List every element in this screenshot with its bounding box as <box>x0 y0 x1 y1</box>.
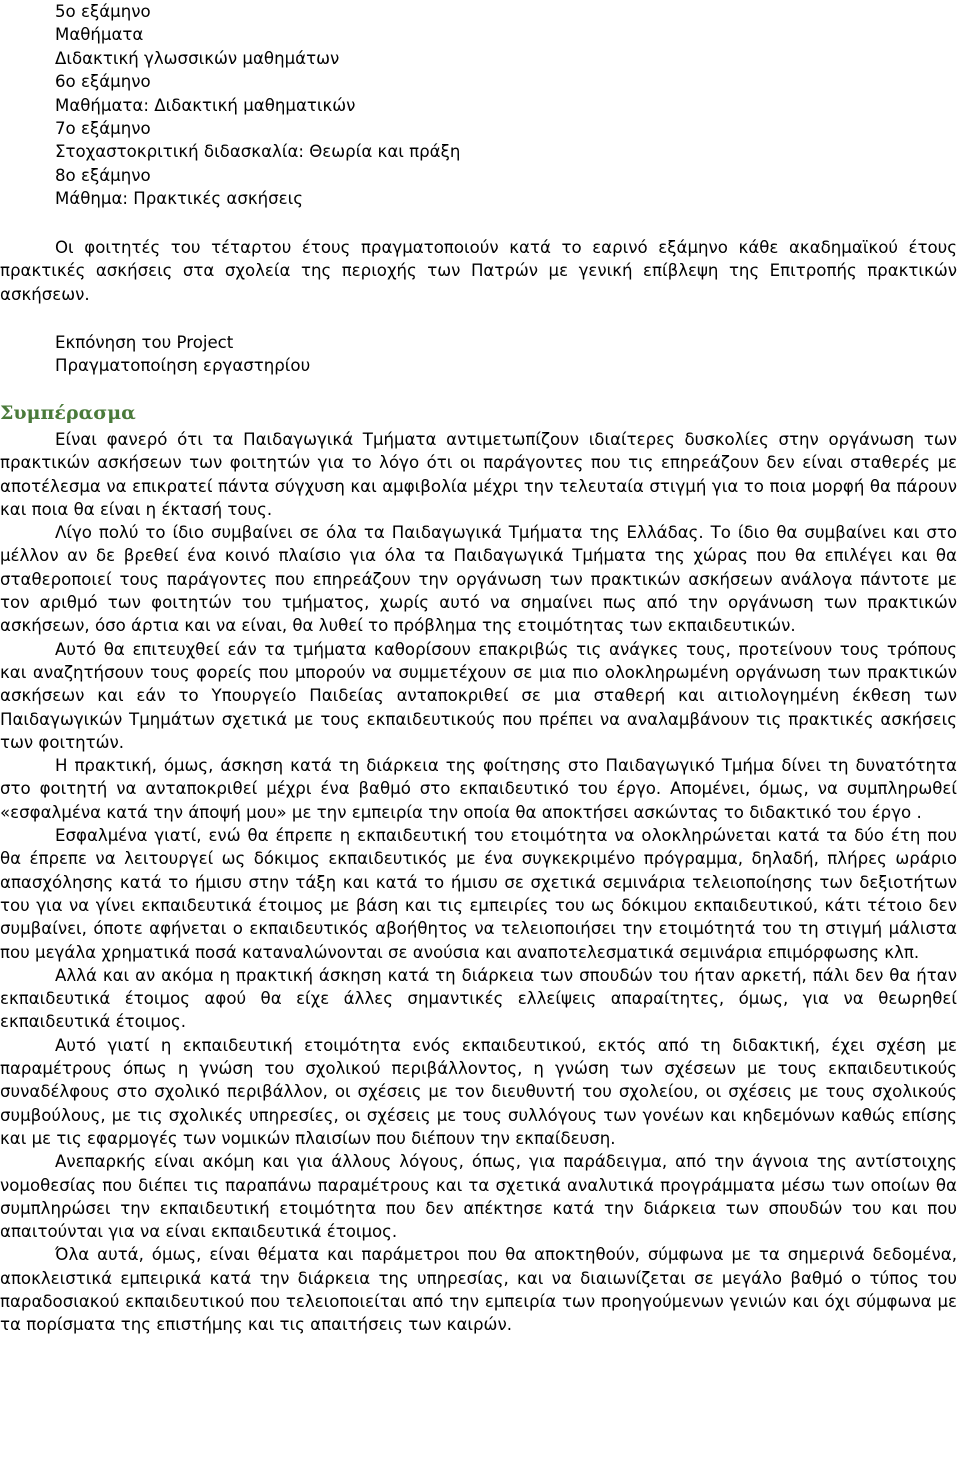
body-paragraph: Αυτό θα επιτευχθεί εάν τα τμήματα καθορίσουν επακριβώς τις ανάγκες τους, προτείνουν τους τρόπους και αναζητήσουν τους φορείς που μπορούν να συμμετέχουν σε μια πιο ολοκληρωμένη οργάνωση των πρακτικών ασκήσεων και εάν το Υπουργείο Παιδείας ανταποκριθεί σε μια σταθερή και αιτιολογημένη έκθεση των Παιδαγωγικών Τμημάτων σχετικά με τους εκπαιδευτικούς που πρέπει να αναλαμβάνουν τις πρακτικές ασκήσεις των φοιτητών. <box>0 639 957 752</box>
list-item: 8ο εξάμηνο <box>55 165 151 185</box>
list-item: 5ο εξάμηνο <box>55 2 151 21</box>
body-paragraph: Ανεπαρκής είναι ακόμη και για άλλους λόγους, όπως, για παράδειγμα, από την άγνοια της αντίστοιχης νομοθεσίας που διέπει τις παραπάνω παραμέτρους και τα σχετικά αναλυτικά προγράμματα μέσω των οποίων θα συμπληρώσει την εκπαιδευτική ετοιμότητα που δεν απέκτησε κατά την διάρκεια των σπουδών του και που απαιτούνται για να είναι εκπαιδευτικά έτοιμος. <box>0 1152 957 1242</box>
list-item: Μαθήματα: Διδακτική μαθηματικών <box>55 95 356 115</box>
project-list <box>55 331 935 378</box>
body-paragraph: Αλλά και αν ακόμα η πρακτική άσκηση κατά τη διάρκεια των σπουδών του ήταν αρκετή, πάλι δεν θα ήταν εκπαιδευτικά έτοιμος αφού θα είχε άλλες σημαντικές ελλείψεις απαραίτητες, όμως, για να θεωρηθεί εκπαιδευτικά έτοιμος. <box>0 965 957 1032</box>
semester-list <box>55 0 935 211</box>
list-item: 7ο εξάμηνο <box>55 118 151 138</box>
body-paragraph: Εσφαλμένα γιατί, ενώ θα έπρεπε η εκπαιδευτική του ετοιμότητα να ολοκληρώνεται κατά τα δύο έτη που θα έπρεπε να λειτουργεί ως δόκιμος εκπαιδευτικός με ένα συγκεκριμένο πρόγραμμα, δηλαδή, πλήρες ωράριο απασχόλησης κατά το ήμισυ στην τάξη και κατά το ήμισυ σε σχετικά σεμινάρια τελειοποίησης των δεξιοτήτων του για να γίνει εκπαιδευτικά έτοιμος με βάση και τις εμπειρίες του ως δόκιμου εκπαιδευτικού, κάτι τέτοιο δεν συμβαίνει, όποτε αφήνεται ο εκπαιδευτικός αβοήθητος να τελειοποιήσει την ετοιμότητά του τη στιγμή μάλιστα που μεγάλα χρηματικά ποσά καταναλώνονται σε ανούσια και αναποτελεσματικά σεμινάρια επιμόρφωσης κλπ. <box>0 826 957 962</box>
list-item: Μαθήματα <box>55 25 144 45</box>
body-paragraph: Αυτό γιατί η εκπαιδευτική ετοιμότητα ενός εκπαιδευτικού, εκτός από τη διδακτική, έχει σχέση με παραμέτρους όπως η γνώση του σχολικού περιβάλλοντος, η γνώση των σχέσεων με τους εκπαιδευτικούς συναδέλφους στο σχολικό περιβάλλον, οι σχέσεις με τον διευθυντή του σχολείου, οι σχέσεις με τους σχολικούς συμβούλους, με τις σχολικές υπηρεσίες, οι σχέσεις με τους συλλόγους των γονέων και κηδεμόνων καθώς επίσης και με τις εφαρμογές των νομικών πλαισίων που διέπουν την εκπαίδευση. <box>0 1035 957 1148</box>
section-heading: Συμπέρασμα <box>0 402 136 424</box>
body-paragraph: Όλα αυτά, όμως, είναι θέματα και παράμετροι που θα αποκτηθούν, σύμφωνα με τα σημερινά δεδομένα, αποκλειστικά εμπειρικά κατά την διάρκεια της υπηρεσίας, και να διαιωνίζεται σε μεγάλο βαθμό ο τύπος του παραδοσιακού εκπαιδευτικού που τελειοποιείται από την εμπειρία των προηγούμενων γενιών και όχι σύμφωνα με τα πορίσματα της επιστήμης και τις απαιτήσεις των καιρών. <box>0 1245 957 1335</box>
list-item: Πραγματοποίηση εργαστηρίου <box>55 356 311 376</box>
list-item: Εκπόνηση του Project <box>55 333 234 352</box>
list-item: Μάθημα: Πρακτικές ασκήσεις <box>55 189 303 209</box>
list-item: Στοχαστοκριτική διδασκαλία: Θεωρία και πράξη <box>55 142 461 162</box>
list-item: 6ο εξάμηνο <box>55 72 151 92</box>
list-item: Διδακτική γλωσσικών μαθημάτων <box>55 48 340 68</box>
intro-section <box>0 236 957 306</box>
body-paragraph: Η πρακτική, όμως, άσκηση κατά τη διάρκεια της φοίτησης στο Παιδαγωγικό Τμήμα δίνει τη δυνατότητα στο φοιτητή να ανταποκριθεί μέχρι ένα βαθμό στο εκπαιδευτικό του έργο. Απομένει, όμως, να συμπληρωθεί «εσφαλμένα κατά την άποψή μου» με την εμπειρία την οποία θα αποκτήσει ασκώντας το διδακτικό του έργο . <box>0 756 957 822</box>
intro-paragraph: Οι φοιτητές του τέταρτου έτους πραγματοποιούν κατά το εαρινό εξάμηνο κάθε ακαδημαϊκού έτους πρακτικές ασκήσεις στα σχολεία της περιοχής των Πατρών με γενική επίβλεψη της Επιτροπής πρακτικών ασκήσεων. <box>0 238 957 304</box>
body-paragraph: Λίγο πολύ το ίδιο συμβαίνει σε όλα τα Παιδαγωγικά Τμήματα της Ελλάδας. Το ίδιο θα συμβαίνει και στο μέλλον αν δε βρεθεί ένα κοινό πλαίσιο για όλα τα Παιδαγωγικά Τμήματα της χώρας που θα επιλέγει και θα σταθεροποιεί τους παράγοντες που επηρεάζουν την οργάνωση των πρακτικών ασκήσεων ανάλογα πάντοτε με τον αριθμό των φοιτητών του τμήματος, χωρίς αυτό να σημαίνει πως από την οργάνωση των πρακτικών ασκήσεων, όσο άρτια και να είναι, θα λυθεί το πρόβλημα της ετοιμότητας των εκπαιδευτικών. <box>0 523 957 636</box>
body-paragraph: Είναι φανερό ότι τα Παιδαγωγικά Τμήματα αντιμετωπίζουν ιδιαίτερες δυσκολίες στην οργάνωση των πρακτικών ασκήσεων των φοιτητών για το λόγο ότι οι παράγοντες που τις επηρεάζουν δεν είναι σταθερές με αποτέλεσμα να επικρατεί πάντα σύγχυση και αμφιβολία μέχρι την τελευταία στιγμή για το ποια μορφή θα πάρουν και ποια θα είναι η έκτασή τους. <box>0 430 957 519</box>
conclusion-body <box>0 428 957 1337</box>
